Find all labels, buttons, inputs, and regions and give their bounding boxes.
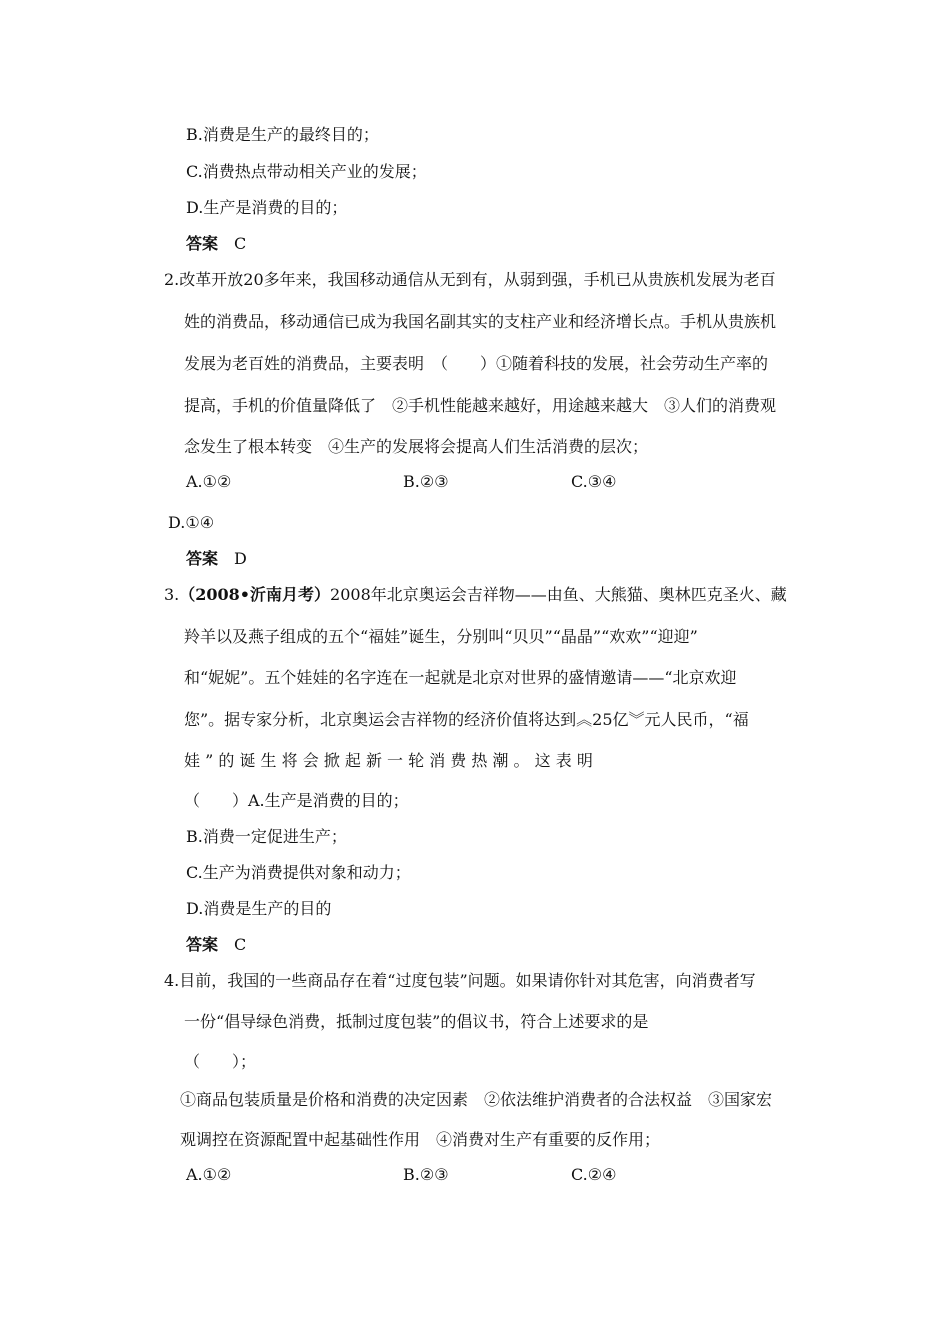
q2-stem-line3: 发展为老百姓的消费品，主要表明 （ ）①随着科技的发展，社会劳动生产率的 bbox=[184, 354, 769, 373]
question-source: （2008•沂南月考） bbox=[179, 585, 331, 604]
q4-statements-line1: ①商品包装质量是价格和消费的决定因素 ②依法维护消费者的合法权益 ③国家宏 bbox=[180, 1090, 773, 1109]
q3-stem-line3: 和“妮妮”。五个娃娃的名字连在一起就是北京对世界的盛情邀请——“北京欢迎 bbox=[184, 668, 737, 687]
answer-value: D bbox=[234, 549, 247, 568]
q2-stem-line2: 姓的消费品，移动通信已成为我国名副其实的支柱产业和经济增长点。手机从贵族机 bbox=[184, 312, 777, 331]
answer-value: C bbox=[234, 234, 247, 253]
q4-option-b: B.②③ bbox=[403, 1165, 449, 1184]
q4-option-a: A.①② bbox=[186, 1165, 232, 1184]
q2-stem-line1: 2.改革开放20多年来，我国移动通信从无到有，从弱到强，手机已从贵族机发展为老百 bbox=[164, 270, 776, 289]
q1-option-c: C.消费热点带动相关产业的发展； bbox=[186, 162, 427, 181]
q2-option-c: C.③④ bbox=[571, 472, 617, 491]
q3-stem-line2: 羚羊以及燕子组成的五个“福娃”诞生，分别叫“贝贝”“晶晶”“欢欢”“迎迎” bbox=[184, 627, 698, 646]
q3-option-d: D.消费是生产的目的 bbox=[186, 899, 332, 918]
q4-statements-line2: 观调控在资源配置中起基础性作用 ④消费对生产有重要的反作用； bbox=[180, 1130, 661, 1149]
q3-option-b: B.消费一定促进生产； bbox=[186, 827, 347, 846]
answer-label: 答案 bbox=[186, 234, 219, 253]
q2-option-d: D.①④ bbox=[168, 513, 215, 532]
answer-label: 答案 bbox=[186, 935, 219, 954]
question-number: 3. bbox=[164, 585, 180, 604]
q4-option-c: C.②④ bbox=[571, 1165, 617, 1184]
q2-answer bbox=[186, 548, 247, 570]
q4-stem-line1: 4.目前，我国的一些商品存在着“过度包装”问题。如果请你针对其危害，向消费者写 bbox=[164, 971, 756, 990]
q1-option-d: D.生产是消费的目的； bbox=[186, 198, 348, 217]
q3-answer bbox=[186, 934, 246, 956]
q3-stem-line1-text: 2008年北京奥运会吉祥物——由鱼、大熊猫、奥林匹克圣火、藏 bbox=[330, 585, 787, 604]
q3-stem-line5: 娃 ” 的 诞 生 将 会 掀 起 新 一 轮 消 费 热 潮 。 这 表 明 bbox=[184, 751, 593, 770]
answer-label: 答案 bbox=[186, 549, 219, 568]
q4-stem-line2: 一份“倡导绿色消费，抵制过度包装”的倡议书，符合上述要求的是 bbox=[184, 1012, 649, 1031]
q2-option-a: A.①② bbox=[186, 472, 232, 491]
q1-option-b: B.消费是生产的最终目的； bbox=[186, 125, 379, 144]
q2-stem-line5: 念发生了根本转变 ④生产的发展将会提高人们生活消费的层次； bbox=[184, 437, 649, 456]
q3-stem-line1 bbox=[164, 584, 787, 606]
q3-stem-line4: 您”。据专家分析，北京奥运会吉祥物的经济价值将达到︽25亿︾元人民币，“福 bbox=[184, 710, 749, 729]
q3-stem-line6: （ ）A.生产是消费的目的； bbox=[184, 791, 409, 810]
q2-stem-line4: 提高，手机的价值量降低了 ②手机性能越来越好，用途越来越大 ③人们的消费观 bbox=[184, 396, 777, 415]
q4-stem-line3: （ ）； bbox=[184, 1052, 257, 1071]
q3-option-c: C.生产为消费提供对象和动力； bbox=[186, 863, 411, 882]
answer-value: C bbox=[234, 935, 247, 954]
q1-answer bbox=[186, 233, 246, 255]
q2-option-b: B.②③ bbox=[403, 472, 449, 491]
